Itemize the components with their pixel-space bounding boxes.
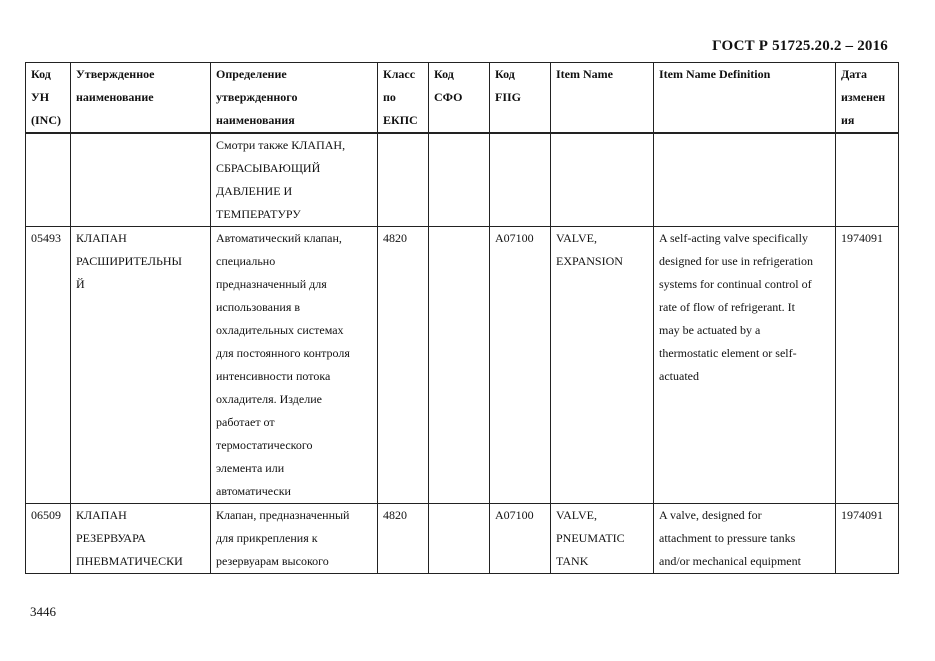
cell-item-name: VALVE, PNEUMATIC TANK	[551, 504, 654, 574]
col-header-approved-name: Утвержденное наименование	[71, 63, 211, 134]
cell-class: 4820	[378, 227, 429, 504]
cell-class: 4820	[378, 504, 429, 574]
cell-fiig: A07100	[490, 504, 551, 574]
col-header-date: Дата изменен ия	[836, 63, 899, 134]
item-name-table	[25, 62, 899, 574]
cell-definition: Автоматический клапан, специально предназначенный для использования в охладительных системах для постоянного контроля интенсивности потока охладителя. Изделие работает от термостатического элемента или автоматически	[211, 227, 378, 504]
cell-approved-name: КЛАПАН РЕЗЕРВУАРА ПНЕВМАТИЧЕСКИ	[71, 504, 211, 574]
table-row	[26, 504, 899, 574]
cell-definition: Клапан, предназначенный для прикрепления к резервуарам высокого	[211, 504, 378, 574]
cell-date: 1974091	[836, 227, 899, 504]
cell-date	[836, 133, 899, 227]
col-header-definition: Определение утвержденного наименования	[211, 63, 378, 134]
cell-approved-name	[71, 133, 211, 227]
cell-item-name: VALVE, EXPANSION	[551, 227, 654, 504]
cell-item-definition	[654, 133, 836, 227]
cell-item-definition: A valve, designed for attachment to pressure tanks and/or mechanical equipment	[654, 504, 836, 574]
table-row	[26, 133, 899, 227]
cell-sfo	[429, 227, 490, 504]
col-header-class: Класс по ЕКПС	[378, 63, 429, 134]
cell-sfo	[429, 133, 490, 227]
table-header-row	[26, 63, 899, 134]
table-row	[26, 227, 899, 504]
col-header-item-name: Item Name	[551, 63, 654, 134]
col-header-sfo: Код СФО	[429, 63, 490, 134]
cell-fiig	[490, 133, 551, 227]
cell-item-name	[551, 133, 654, 227]
cell-inc: 05493	[26, 227, 71, 504]
cell-class	[378, 133, 429, 227]
col-header-inc: Код УН (INC)	[26, 63, 71, 134]
cell-inc	[26, 133, 71, 227]
cell-approved-name: КЛАПАН РАСШИРИТЕЛЬНЫ Й	[71, 227, 211, 504]
standard-title: ГОСТ Р 51725.20.2 – 2016	[712, 38, 888, 54]
cell-item-definition: A self-acting valve specifically designed for use in refrigeration systems for continual control of rate of flow of refrigerant. It may be actuated by a thermostatic element or self- actuated	[654, 227, 836, 504]
col-header-fiig: Код FIIG	[490, 63, 551, 134]
cell-fiig: A07100	[490, 227, 551, 504]
page-number: 3446	[30, 604, 56, 619]
cell-inc: 06509	[26, 504, 71, 574]
cell-sfo	[429, 504, 490, 574]
cell-definition: Смотри также КЛАПАН, СБРАСЫВАЮЩИЙ ДАВЛЕНИЕ И ТЕМПЕРАТУРУ	[211, 133, 378, 227]
cell-date: 1974091	[836, 504, 899, 574]
col-header-item-definition: Item Name Definition	[654, 63, 836, 134]
